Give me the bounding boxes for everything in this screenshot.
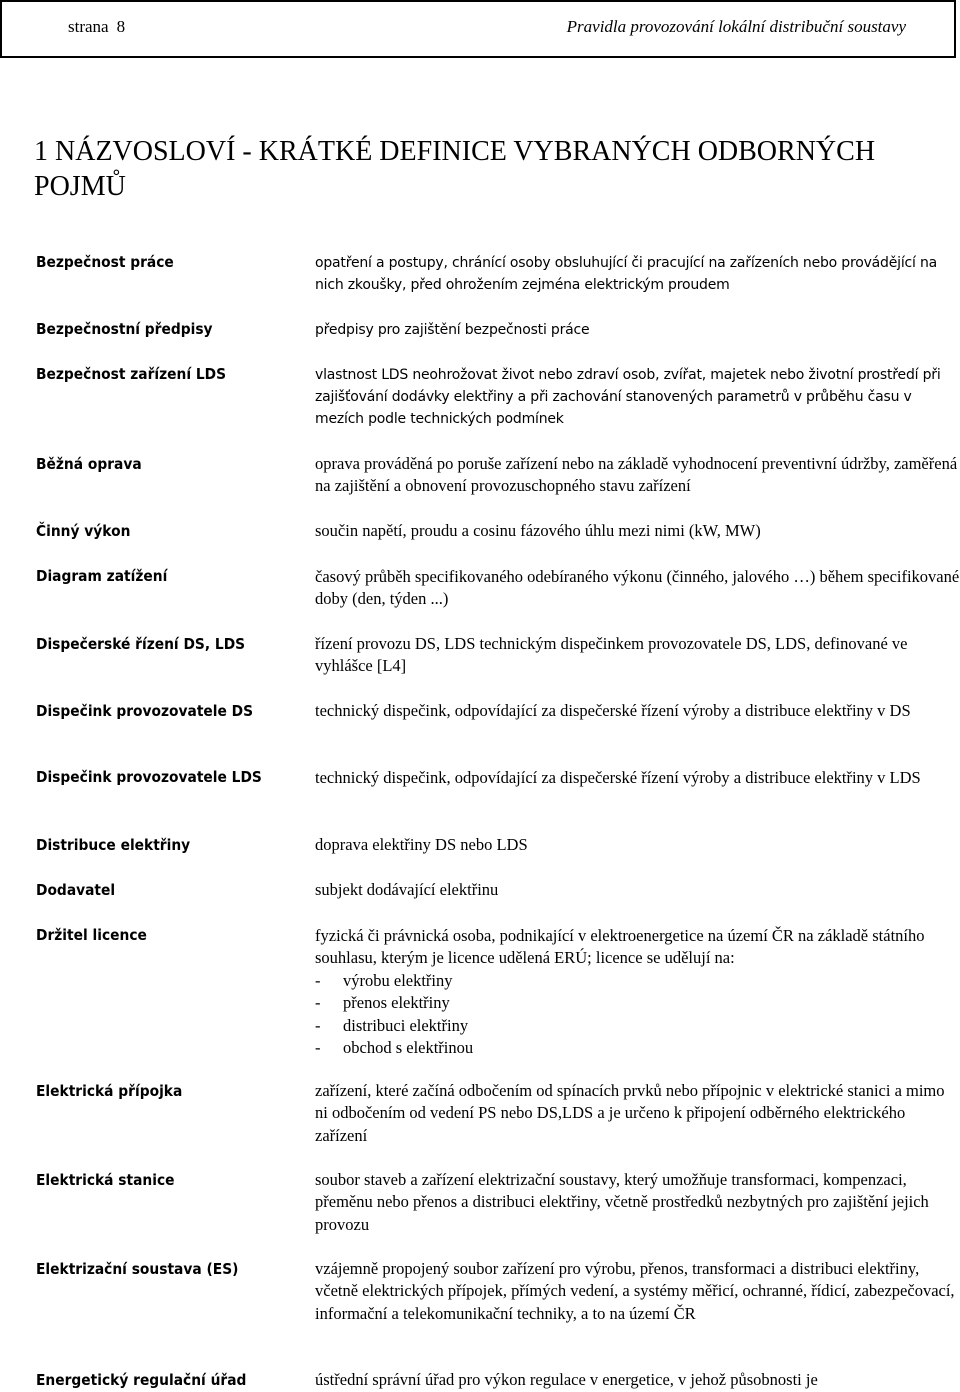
term: Dispečink provozovatele LDS xyxy=(36,768,262,786)
definition-licence xyxy=(315,925,960,1059)
term: Dodavatel xyxy=(36,881,116,899)
page-label: strana xyxy=(68,17,109,36)
term: Distribuce elektřiny xyxy=(36,836,191,854)
term: Energetický regulační úřad xyxy=(36,1371,247,1389)
term: Diagram zatížení xyxy=(36,567,168,585)
definition: časový průběh specifikovaného odebíraného výkonu (činného, jalového …) během specifikované doby (den, týden ...) xyxy=(315,567,960,609)
list-item-text: výrobu elektřiny xyxy=(343,970,453,990)
page-number: 8 xyxy=(116,17,126,36)
definition: subjekt dodávající elektřinu xyxy=(315,880,499,899)
definition: řízení provozu DS, LDS technickým dispečinkem provozovatele DS, LDS, definované ve vyhlášce [L4] xyxy=(315,634,908,676)
definition: zařízení, které začíná odbočením od spínacích prvků nebo přípojnic v elektrické stanici a mimo ni odbočením od vedení PS nebo DS,LDS a je určeno k připojení odběrného elektrického zařízení xyxy=(315,1081,945,1145)
definition: ústřední správní úřad pro výkon regulace v energetice, v jehož působnosti je xyxy=(315,1370,818,1389)
term: Elektrizační soustava (ES) xyxy=(36,1260,239,1278)
page-header xyxy=(0,0,956,58)
list-item-text: obchod s elektřinou xyxy=(343,1038,474,1058)
term: Elektrická stanice xyxy=(36,1171,175,1189)
definition: vzájemně propojený soubor zařízení pro výrobu, přenos, transformaci a distribuci elektřiny, včetně elektrických přípojek, přímých vedení, a systémy měřicí, ochranné, řídicí, zabezpečovací, informační a telekomunikační techniky, a to na území ČR xyxy=(315,1259,955,1323)
page-number-label xyxy=(68,17,125,37)
definition: doprava elektřiny DS nebo LDS xyxy=(315,835,528,854)
definition: technický dispečink, odpovídající za dispečerské řízení výroby a distribuce elektřiny v LDS xyxy=(315,768,921,787)
term: Bezpečnost zařízení LDS xyxy=(36,365,227,383)
definition: soubor staveb a zařízení elektrizační soustavy, který umožňuje transformaci, kompenzaci, přeměnu nebo přenos a distribuci elektřiny, včetně prostředků nezbytných pro zajištění jejich provozu xyxy=(315,1170,929,1234)
term: Dispečink provozovatele DS xyxy=(36,702,254,720)
document-title: Pravidla provozování lokální distribuční soustavy xyxy=(566,17,906,36)
definition: vlastnost LDS neohrožovat život nebo zdraví osob, zvířat, majetek nebo životní prostředí při zajišťování dodávky elektřiny a při zachování stanovených parametrů v průběhu času v mezích podle technických podmínek xyxy=(315,367,941,428)
list-item: - výrobu elektřiny xyxy=(315,970,453,990)
list-item: - distribuci elektřiny xyxy=(315,1015,469,1035)
list-item: - přenos elektřiny xyxy=(315,993,450,1013)
definition: opatření a postupy, chránící osoby obsluhující či pracující na zařízeních nebo provádějící na nich zkoušky, před ohrožením zejména elektrickým proudem xyxy=(315,255,938,294)
definition: součin napětí, proudu a cosinu fázového úhlu mezi nimi (kW, MW) xyxy=(315,521,761,540)
term: Běžná oprava xyxy=(36,455,142,473)
section-title: 1 NÁZVOSLOVÍ - KRÁTKÉ DEFINICE VYBRANÝCH ODBORNÝCH POJMŮ xyxy=(34,136,876,202)
list-item-text: distribuci elektřiny xyxy=(343,1015,469,1035)
term: Držitel licence xyxy=(36,926,147,944)
definition: fyzická či právnická osoba, podnikající v elektroenergetice na území ČR na základě státního souhlasu, kterým je licence udělená ERÚ; licence se udělují na: xyxy=(315,926,925,968)
term: Bezpečnost práce xyxy=(36,253,174,271)
definition: předpisy pro zajištění bezpečnosti práce xyxy=(315,322,590,338)
definition: technický dispečink, odpovídající za dispečerské řízení výroby a distribuce elektřiny v DS xyxy=(315,701,911,720)
term: Bezpečnostní předpisy xyxy=(36,320,213,338)
term: Činný výkon xyxy=(36,522,131,540)
list-item-text: přenos elektřiny xyxy=(343,993,450,1013)
term: Dispečerské řízení DS, LDS xyxy=(36,635,246,653)
list-item: - obchod s elektřinou xyxy=(315,1038,474,1058)
definition: oprava prováděná po poruše zařízení nebo na základě vyhodnocení preventivní údržby, zaměřená na zajištění a obnovení provozuschopného stavu zařízení xyxy=(315,454,958,496)
term: Elektrická přípojka xyxy=(36,1082,183,1100)
